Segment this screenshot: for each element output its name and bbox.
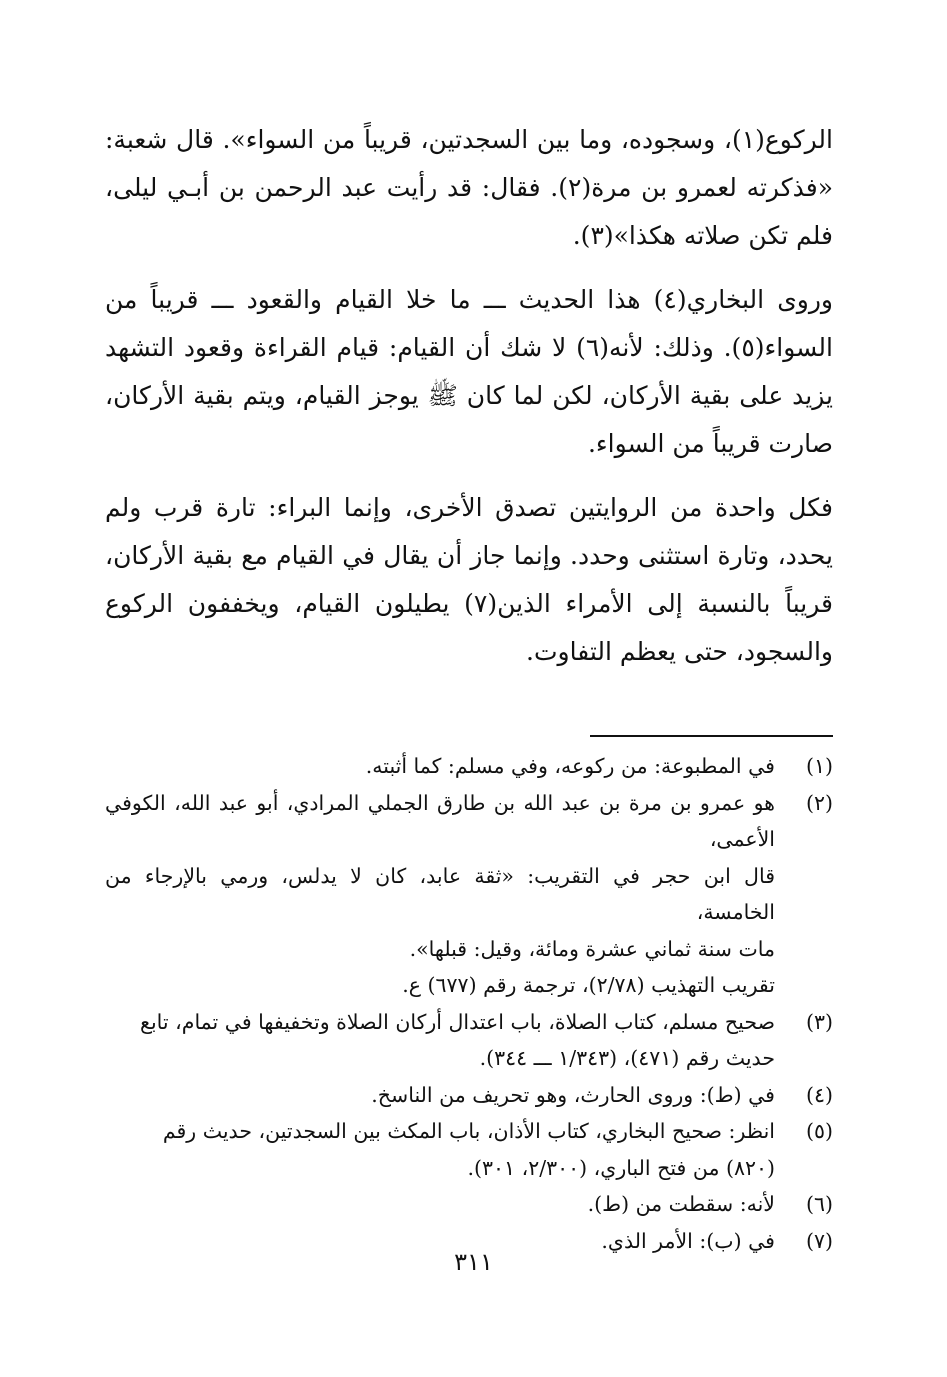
paragraph-1: الركوع(١)، وسجوده، وما بين السجدتين، قريباً من السواء». قال شعبة: «فذكرته لعمرو بن مرة(٢). فقال: قد رأيت عبد الرحمن بن أبـي ليلى، فلم تكن صلاته هكذا»(٣). <box>105 125 833 250</box>
paragraph-3: فكل واحدة من الروايتين تصدق الأخرى، وإنما البراء: تارة قرب ولم يحدد، وتارة استثنى وحدد. وإنما جاز أن يقال في القيام مع بقية الأركان، قريباً بالنسبة إلى الأمراء الذين(٧) يطيلون القيام، ويخففون الركوع والسجود، حتى يعظم التفاوت. <box>105 493 833 666</box>
footnote-text: في المطبوعة: من ركوعه، وفي مسلم: كما أثبته. <box>365 754 775 778</box>
footnote-number: (٢) <box>805 790 833 815</box>
footnote-text: هو عمرو بن مرة بن عبد الله بن طارق الجملي المرادي، أبو عبد الله، الكوفي الأعمى، <box>105 790 775 851</box>
footnote-text: مات سنة ثماني عشرة ومائة، وقيل: قبلها». <box>409 936 775 961</box>
footnote-6 <box>105 1186 833 1223</box>
page-number: ٣١١ <box>454 1248 493 1276</box>
footnote-text: في (ب): الأمر الذي. <box>601 1228 775 1253</box>
footnote-text: تقريب التهذيب (٢/٧٨)، ترجمة رقم (٦٧٧) ع. <box>402 973 775 997</box>
footnote-number: (٧) <box>805 1228 833 1253</box>
footnote-number: (٤) <box>805 1082 833 1107</box>
footnote-number: (٦) <box>805 1192 833 1216</box>
footnote-text: في (ط): وروى الحارث، وهو تحريف من الناسخ. <box>371 1082 775 1107</box>
main-text <box>105 116 833 692</box>
footnote-1 <box>105 748 833 785</box>
footnote-text: (٨٢٠) من فتح الباري، (٢/٣٠٠، ٣٠١). <box>467 1155 775 1180</box>
footnote-2 <box>105 785 833 1004</box>
footnote-4 <box>105 1077 833 1114</box>
footnote-number: (٥) <box>805 1119 833 1143</box>
footnote-number: (١) <box>805 754 833 778</box>
footnotes <box>105 748 833 1259</box>
footnote-separator <box>590 735 833 737</box>
footnote-text: حديث رقم (٤٧١)، (١/٣٤٣ ـــ ٣٤٤). <box>479 1046 775 1070</box>
footnote-text: لأنه: سقطت من (ط). <box>587 1192 775 1216</box>
footnote-number: (٣) <box>805 1009 833 1034</box>
footnote-text: انظر: صحيح البخاري، كتاب الأذان، باب المكث بين السجدتين، حديث رقم <box>162 1119 775 1143</box>
footnote-text: صحيح مسلم، كتاب الصلاة، باب اعتدال أركان الصلاة وتخفيفها في تمام، تابع <box>140 1009 775 1034</box>
footnote-3 <box>105 1004 833 1077</box>
footnote-text: قال ابن حجر في التقريب: «ثقة عابد، كان لا يدلس، ورمي بالإرجاء من الخامسة، <box>105 863 775 924</box>
paragraph-2: وروى البخاري(٤) هذا الحديث ـــ ما خلا القيام والقعود ـــ قريباً من السواء(٥). وذلك: لأنه(٦) لا شك أن القيام: قيام القراءة وقعود التشهد يزيد على بقية الأركان، لكن لما كان ﷺ يوجز القيام، ويتم بقية الأركان، صارت قريباً من السواء. <box>105 285 833 458</box>
footnote-5 <box>105 1113 833 1186</box>
